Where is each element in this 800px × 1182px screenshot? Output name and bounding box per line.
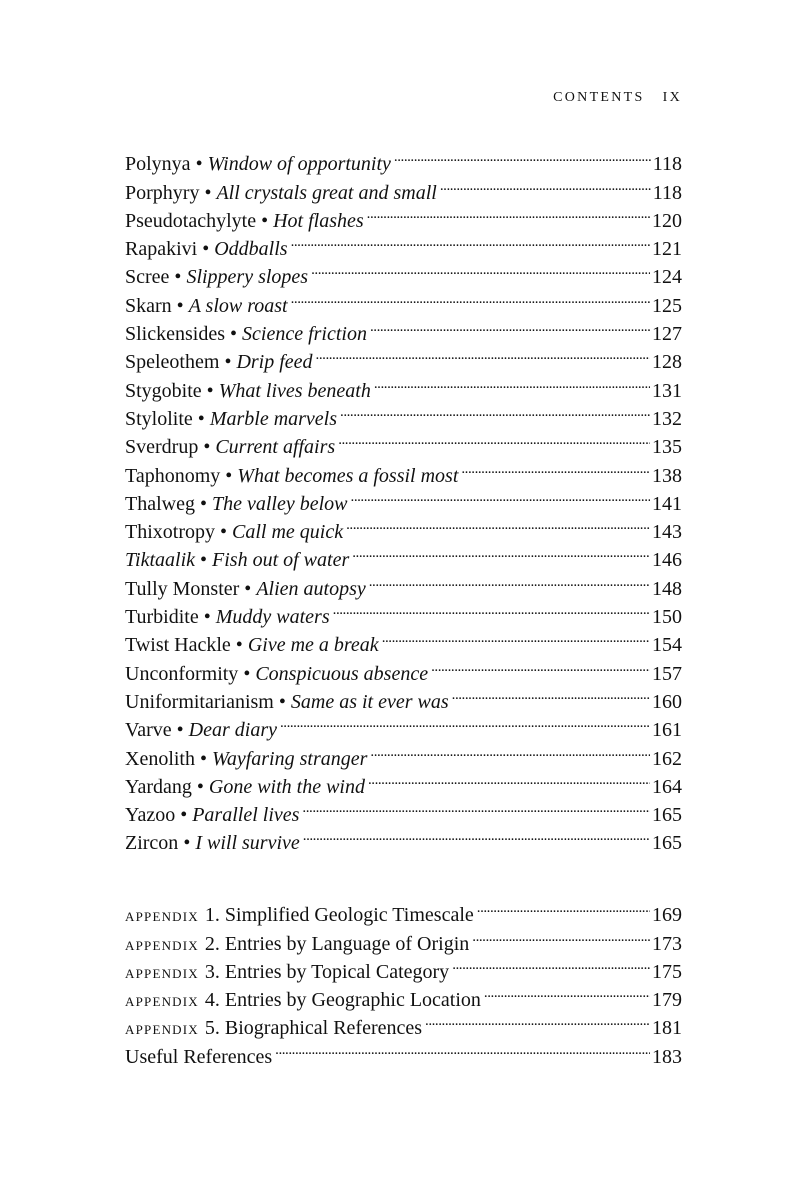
bullet-separator: • <box>235 634 243 657</box>
toc-entry-title: Taphonomy <box>125 464 221 487</box>
toc-entry-subtitle: Science friction <box>242 323 367 346</box>
dot-leader <box>440 170 651 198</box>
toc-appendix-title: 1. Simplified Geologic Timescale <box>204 904 474 927</box>
toc-entry-subtitle: Current affairs <box>215 436 336 459</box>
toc-entry-title: Twist Hackle <box>125 634 231 657</box>
toc-entry-subtitle: Oddballs <box>214 238 288 261</box>
running-head-page-number: IX <box>662 90 682 105</box>
bullet-separator: • <box>176 294 184 317</box>
toc-entry-page-number: 128 <box>652 351 682 374</box>
toc-appendix-label <box>125 1043 272 1071</box>
dot-leader <box>484 978 650 1006</box>
toc-entry-page-number: 157 <box>652 662 682 685</box>
toc-entry-subtitle: Parallel lives <box>192 804 300 827</box>
toc-entry-label <box>125 745 367 773</box>
dot-leader <box>275 1034 650 1062</box>
toc-entry-page-number: 164 <box>652 775 682 798</box>
toc-appendix-page-number: 181 <box>652 1017 682 1040</box>
toc-appendix-label <box>125 930 469 959</box>
toc-entry-page-number: 165 <box>652 804 682 827</box>
toc-entry-label <box>125 150 391 178</box>
toc-entry-subtitle: What becomes a fossil most <box>237 464 459 487</box>
toc-entry-subtitle: Marble marvels <box>209 407 338 430</box>
toc-entry-title: Porphyry <box>125 181 200 204</box>
dot-leader <box>333 595 650 623</box>
toc-entry-label <box>125 405 337 433</box>
bullet-separator: • <box>230 323 238 346</box>
dot-leader <box>477 893 650 921</box>
toc-entry-title: Skarn <box>125 294 172 317</box>
toc-entry-label <box>125 801 299 829</box>
toc-entry-page-number: 127 <box>652 323 682 346</box>
toc-entry-title: Zircon <box>125 832 179 855</box>
toc-entry-subtitle: Fish out of water <box>212 549 350 572</box>
bullet-separator: • <box>174 266 182 289</box>
toc-entry-title: Unconformity <box>125 662 239 685</box>
toc-appendix-title: 3. Entries by Topical Category <box>204 960 450 983</box>
toc-entry-title: Pseudotachylyte <box>125 209 257 232</box>
bullet-separator: • <box>200 747 208 770</box>
dot-leader <box>280 708 650 736</box>
bullet-separator: • <box>176 719 184 742</box>
toc-entry-title: Sverdrup <box>125 436 199 459</box>
toc-entry-title: Slickensides <box>125 323 225 346</box>
bullet-separator: • <box>196 775 204 798</box>
toc-entry-title: Yardang <box>125 775 192 798</box>
toc-entry-subtitle: Give me a break <box>247 634 379 657</box>
toc-entry-subtitle: Hot flashes <box>273 209 364 232</box>
toc-entry-title: Uniformitarianism <box>125 690 274 713</box>
toc-entry-page-number: 162 <box>652 747 682 770</box>
bullet-separator: • <box>220 521 228 544</box>
toc-appendix-page-number: 169 <box>652 904 682 927</box>
toc-entry-title: Turbidite <box>125 606 199 629</box>
dot-leader <box>394 142 651 170</box>
bullet-separator: • <box>199 492 207 515</box>
toc-entry-list <box>125 142 682 855</box>
toc-entry-label <box>125 546 349 574</box>
bullet-separator: • <box>224 351 232 374</box>
bullet-separator: • <box>278 690 286 713</box>
toc-appendix-page-number: 173 <box>652 932 682 955</box>
toc-entry-title: Thixotropy <box>125 521 215 544</box>
toc-entry-title: Polynya <box>125 153 191 176</box>
toc-entry-page-number: 150 <box>652 606 682 629</box>
bullet-separator: • <box>195 153 203 176</box>
appendix-prefix: appendix <box>125 990 199 1012</box>
toc-entry-subtitle: Wayfaring stranger <box>212 747 368 770</box>
toc-entry-subtitle: The valley below <box>212 492 348 515</box>
toc-entry-label <box>125 518 343 546</box>
toc-entry-label <box>125 716 277 744</box>
dot-leader <box>431 651 650 679</box>
toc-entry-title: Stygobite <box>125 379 202 402</box>
toc-entry-subtitle: Window of opportunity <box>207 153 391 176</box>
toc-entry-page-number: 121 <box>652 238 682 261</box>
toc-entry-subtitle: I will survive <box>195 832 300 855</box>
toc-entry-page-number: 165 <box>652 832 682 855</box>
dot-leader <box>374 368 650 396</box>
toc-entry-subtitle: Conspicuous absence <box>255 662 429 685</box>
toc-entry-label <box>125 631 379 659</box>
bullet-separator: • <box>197 407 205 430</box>
toc-entry-subtitle: Gone with the wind <box>208 775 365 798</box>
toc-appendix-title: 4. Entries by Geographic Location <box>204 989 481 1012</box>
dot-leader <box>370 312 650 340</box>
toc-entry-subtitle: Dear diary <box>188 719 277 742</box>
toc-entry-title: Tully Monster <box>125 577 240 600</box>
toc-entry <box>125 142 682 176</box>
toc-appendix-label <box>125 958 449 987</box>
bullet-separator: • <box>261 209 269 232</box>
dot-leader <box>311 255 650 283</box>
dot-leader <box>351 482 650 510</box>
toc-entry-label <box>125 235 288 263</box>
toc-entry-page-number: 135 <box>652 436 682 459</box>
toc-entry-subtitle: Drip feed <box>236 351 313 374</box>
toc-appendix-page-number: 183 <box>652 1045 682 1068</box>
toc-entry-label <box>125 433 335 461</box>
toc-entry-title: Rapakivi <box>125 238 198 261</box>
toc-entry-page-number: 143 <box>652 521 682 544</box>
toc-entry-title: Tiktaalik <box>125 549 195 572</box>
toc-entry-page-number: 141 <box>652 492 682 515</box>
toc-entry-page-number: 146 <box>652 549 682 572</box>
running-head <box>553 90 682 106</box>
dot-leader <box>369 566 650 594</box>
toc-appendix-title: Useful References <box>125 1045 273 1068</box>
toc-entry-page-number: 120 <box>652 209 682 232</box>
running-head-section: CONTENTS <box>553 90 645 105</box>
toc-entry-page-number: 148 <box>652 577 682 600</box>
dot-leader <box>291 227 650 255</box>
bullet-separator: • <box>225 464 233 487</box>
toc-entry-label <box>125 377 371 405</box>
toc-appendix-page-number: 175 <box>652 960 682 983</box>
bullet-separator: • <box>204 181 212 204</box>
toc-appendix-entry <box>125 893 682 927</box>
bullet-separator: • <box>202 238 210 261</box>
toc-entry-label <box>125 829 300 857</box>
toc-entry-page-number: 154 <box>652 634 682 657</box>
dot-leader <box>346 510 650 538</box>
appendix-prefix: appendix <box>125 933 199 955</box>
toc-entry-label <box>125 263 308 291</box>
toc-entry-subtitle: Muddy waters <box>215 606 330 629</box>
toc-entry-label <box>125 292 288 320</box>
dot-leader <box>461 453 650 481</box>
toc-entry-title: Speleothem <box>125 351 220 374</box>
toc-entry-subtitle: Call me quick <box>232 521 344 544</box>
toc-entry-title: Stylolite <box>125 407 193 430</box>
dot-leader <box>452 950 650 978</box>
toc-entry-title: Yazoo <box>125 804 176 827</box>
toc-entry-page-number: 131 <box>652 379 682 402</box>
dot-leader <box>367 199 650 227</box>
toc-entry-subtitle: Slippery slopes <box>186 266 309 289</box>
toc-entry-label <box>125 490 348 518</box>
toc-appendix-list <box>125 893 682 1068</box>
toc-appendix-label <box>125 901 474 930</box>
toc-entry-subtitle: A slow roast <box>188 294 288 317</box>
bullet-separator: • <box>243 662 251 685</box>
toc-entry-subtitle: Same as it ever was <box>290 690 449 713</box>
dot-leader <box>425 1006 650 1034</box>
dot-leader <box>382 623 650 651</box>
bullet-separator: • <box>200 549 208 572</box>
toc-entry-label <box>125 348 313 376</box>
toc-appendix-title: 5. Biographical References <box>204 1017 423 1040</box>
toc-entry-page-number: 118 <box>652 153 682 176</box>
toc-entry-title: Xenolith <box>125 747 195 770</box>
dot-leader <box>370 736 650 764</box>
toc-entry-title: Scree <box>125 266 170 289</box>
bullet-separator: • <box>183 832 191 855</box>
toc-entry-subtitle: What lives beneath <box>218 379 371 402</box>
appendix-prefix: appendix <box>125 1018 199 1040</box>
dot-leader <box>338 425 650 453</box>
toc-appendix-page-number: 179 <box>652 989 682 1012</box>
dot-leader <box>303 821 650 849</box>
appendix-prefix: appendix <box>125 905 199 927</box>
bullet-separator: • <box>244 577 252 600</box>
toc-entry-page-number: 124 <box>652 266 682 289</box>
dot-leader <box>302 793 650 821</box>
toc-entry-subtitle: All crystals great and small <box>216 181 437 204</box>
toc-entry-label <box>125 575 366 603</box>
dot-leader <box>291 283 650 311</box>
toc-entry-title: Varve <box>125 719 172 742</box>
dot-leader <box>368 765 650 793</box>
toc-entry-page-number: 160 <box>652 690 682 713</box>
dot-leader <box>472 921 650 949</box>
bullet-separator: • <box>206 379 214 402</box>
toc-entry-page-number: 118 <box>652 181 682 204</box>
bullet-separator: • <box>203 606 211 629</box>
toc-entry-page-number: 161 <box>652 719 682 742</box>
toc-entry-page-number: 125 <box>652 294 682 317</box>
appendix-prefix: appendix <box>125 961 199 983</box>
dot-leader <box>352 538 650 566</box>
toc-entry-label <box>125 603 330 631</box>
bullet-separator: • <box>180 804 188 827</box>
toc-entry-title: Thalweg <box>125 492 195 515</box>
toc-entry-page-number: 138 <box>652 464 682 487</box>
bullet-separator: • <box>203 436 211 459</box>
toc-appendix-title: 2. Entries by Language of Origin <box>204 932 470 955</box>
toc-entry-label <box>125 660 428 688</box>
toc-entry-subtitle: Alien autopsy <box>256 577 366 600</box>
dot-leader <box>452 680 650 708</box>
toc-entry-page-number: 132 <box>652 407 682 430</box>
dot-leader <box>340 397 650 425</box>
dot-leader <box>316 340 650 368</box>
